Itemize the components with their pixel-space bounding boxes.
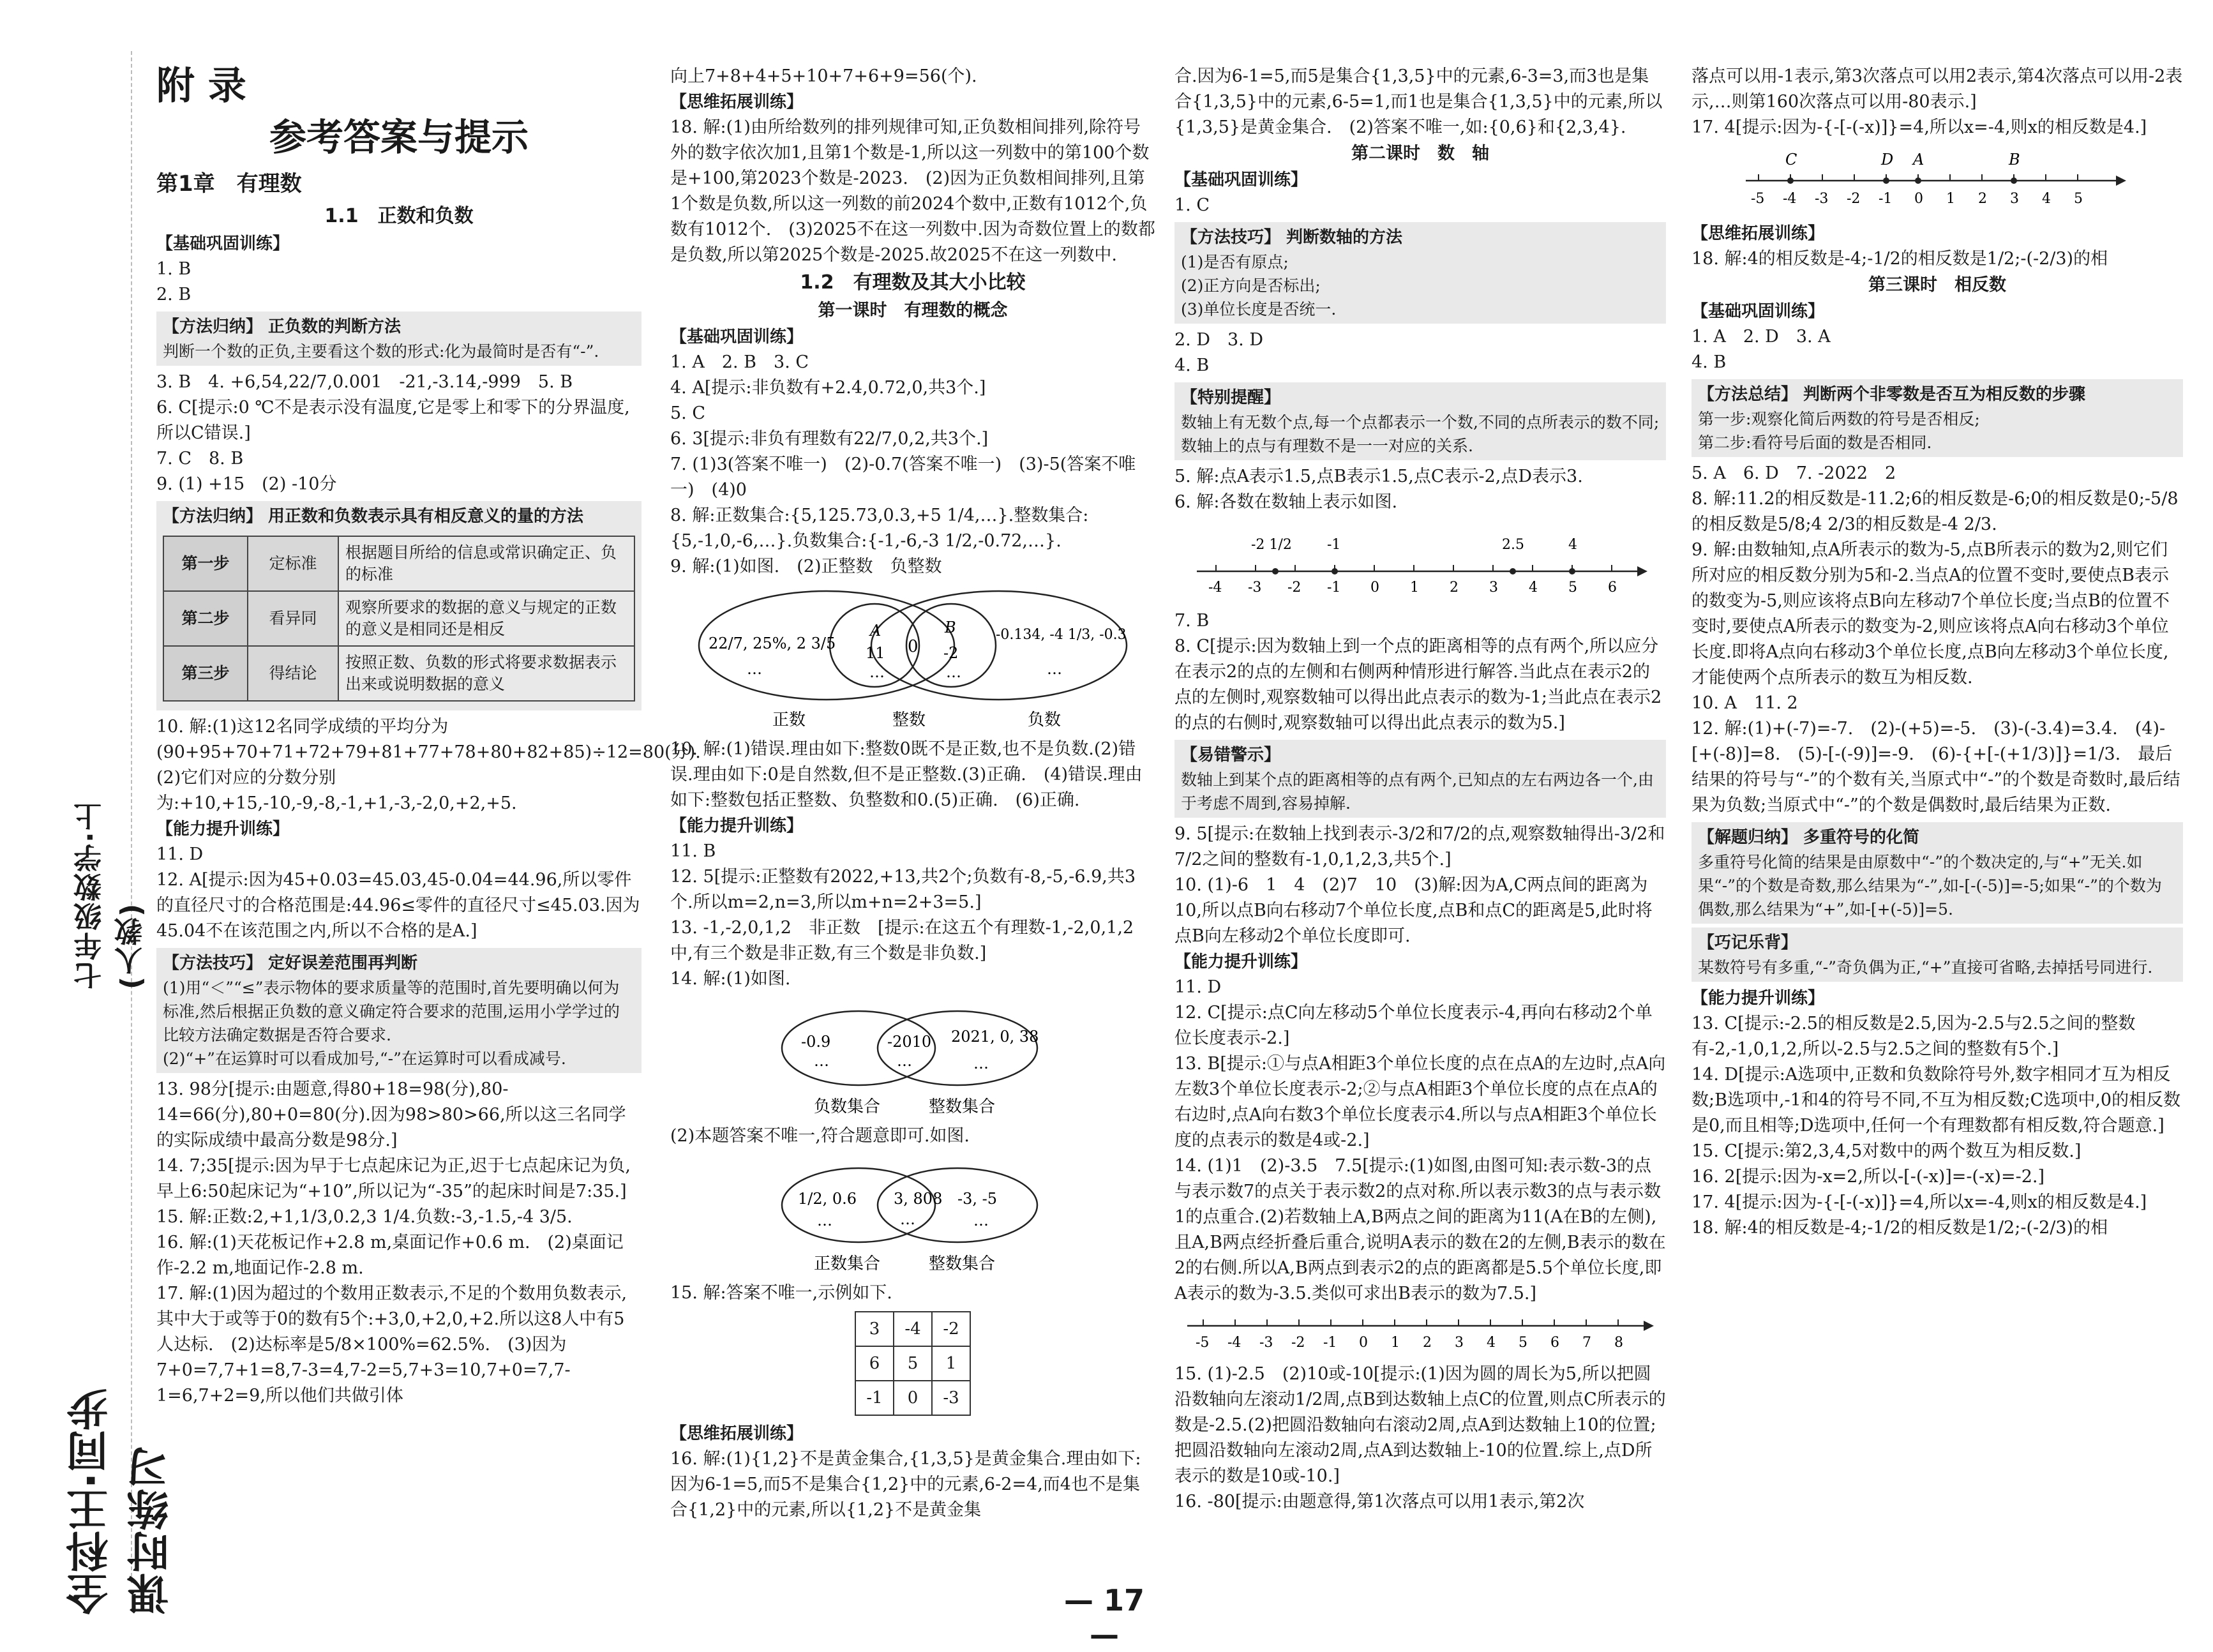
answer-line: 9. 5[提示:在数轴上找到表示-3/2和7/2的点,观察数轴得出-3/2和7/2之间的整数有-1,0,1,2,3,共5个.]	[1174, 824, 1665, 869]
answer-line: 8. 解:正数集合:{5,125.73,0.3,+5 1/4,…}.整数集合:{5,-1,0,-6,…}.负数集合:{-1,-6,-3 1/2,-0.72,…}.	[670, 506, 1089, 551]
magic-square	[855, 1311, 971, 1416]
tick-label: 5	[1519, 1335, 1527, 1351]
answer-line: 18. 解:4的相反数是-4;-1/2的相反数是1/2;-(-2/3)的相	[1692, 249, 2108, 269]
spine-title: 七年级数学·上(人教)	[74, 801, 147, 989]
tip-box-text: (1)是否有原点;	[1181, 253, 1289, 271]
answer-line: 7. B	[1174, 611, 1210, 631]
step-key: 看异同	[248, 591, 338, 646]
answer-line: 6. 解:各数在数轴上表示如图.	[1174, 492, 1398, 512]
tick-label: 0	[1370, 580, 1379, 596]
training-heading: 【思维拓展训练】	[1692, 224, 1825, 243]
step-cell: 第一步	[163, 536, 248, 591]
answer-line: 4. A[提示:非负数有+2.4,0.72,0,共3个.]	[670, 378, 986, 398]
tip-box-text: (3)单位长度是否统一.	[1181, 300, 1337, 319]
tick-label: -1	[1323, 1335, 1337, 1351]
table-cell: 0	[894, 1381, 932, 1415]
answer-line: 12. 解:(1)+(-7)=-7. (2)-(+5)=-5. (3)-(-3.4)=3.4. (4)-[+(-8)]=8. (5)-[-(-9)]=-9. (6)-{+[-(+1/3)]}=1/3. 最后结果的符号与“-”的个数有关,当原式中“-”的个数是奇数时,最后结果为负数;当原式中“-”的个数是偶数时,最后结果为正数.	[1692, 719, 2180, 815]
point-label: -1	[1327, 537, 1341, 553]
tick-label: -4	[1208, 580, 1222, 596]
tip-box-text: 第二步:看符号后面的数是否相同.	[1698, 433, 1932, 452]
venn-left-values: -0.9	[801, 1033, 831, 1051]
table-row	[855, 1346, 970, 1381]
answer-line: 4. B	[1174, 356, 1210, 375]
tick-label: 6	[1608, 580, 1617, 596]
answer-line: 9. (1) +15 (2) -10分	[156, 474, 337, 494]
tick-label: 5	[2074, 191, 2083, 207]
tick-label: 1	[1946, 191, 1955, 207]
table-cell: -1	[855, 1381, 894, 1415]
tick-label: -4	[1227, 1335, 1242, 1351]
venn-right-values: -0.134, -4 1/3, -0.3	[996, 627, 1127, 643]
answer-line: 10. (1)-6 1 4 (2)7 10 (3)解:因为A,C两点间的距离为10,所以点B向右移动7个单位长度,点B和点C的距离是5,此时将点B向左移动2个单位长度即可.	[1174, 875, 1653, 946]
venn-left-values: 1/2, 0.6	[798, 1190, 857, 1208]
tick-label: -4	[1783, 191, 1797, 207]
section-title: 1.1 正数和负数	[324, 205, 474, 227]
answer-line: 15. C[提示:第2,3,4,5对数中的两个数互为相反数.]	[1692, 1141, 2082, 1161]
tick-label: -5	[1196, 1335, 1210, 1351]
table-row	[163, 646, 634, 701]
point-mark	[1569, 568, 1575, 574]
tip-box-text: (2)正方向是否标出;	[1181, 276, 1321, 295]
tip-box-text: (1)用“＜”“≤”表示物体的要求质量等的范围时,首先要明确以何为标准,然后根据正负数的意义确定符合要求的范围,运用小学学过的比较方法确定数据是否符合要求.	[163, 979, 620, 1044]
venn-diagram-3	[766, 1154, 1060, 1275]
venn-a-value: 11	[866, 644, 885, 662]
answer-line: 1. A 2. B 3. C	[670, 352, 809, 372]
table-cell: 3	[855, 1312, 894, 1346]
training-heading: 【基础巩固训练】	[1692, 302, 1825, 321]
answer-line: 16. 解:(1)天花板记作+2.8 m,桌面记作+0.6 m. (2)桌面记作-2.2 m,地面记作-2.8 m.	[156, 1233, 624, 1278]
answer-line: 5. 解:点A表示1.5,点B表示1.5,点C表示-2,点D表示3.	[1174, 467, 1583, 486]
venn-dots: …	[869, 663, 885, 681]
step-key: 得结论	[248, 646, 338, 701]
answer-line: 16. -80[提示:由题意得,第1次落点可以用1表示,第2次	[1174, 1492, 1585, 1512]
point-label: C	[1785, 151, 1797, 169]
tick-label: -5	[1751, 191, 1765, 207]
tick-label: 3	[1489, 580, 1498, 596]
training-heading: 【能力提升训练】	[156, 820, 290, 839]
venn-diagram-2	[766, 997, 1060, 1118]
tick-label: 8	[1614, 1335, 1623, 1351]
answer-line: 16. 2[提示:因为-x=2,所以-[-(-x)]=-(-x)=-2.]	[1692, 1167, 2044, 1187]
answer-line: 5. A 6. D 7. -2022 2	[1692, 463, 1896, 483]
answer-line: 15. (1)-2.5 (2)10或-10[提示:(1)因为圆的周长为5,所以把圆沿数轴向左滚动1/2周,点B到达数轴上点C的位置,则点C所表示的数是-2.5.(2)把圆沿数轴向右滚动2周,点A到达数轴上10的位置;把圆沿数轴向左滚动2周,点A到达数轴上-10的位置.综上,点D所表示的数是10或-10.]	[1174, 1364, 1666, 1486]
point-mark	[2011, 177, 2017, 184]
venn-dots: …	[900, 1210, 915, 1228]
answer-line: 17. 4[提示:因为-{-[-(-x)]}=4,所以x=-4,则x的相反数是4.]	[1692, 117, 2147, 137]
column-3	[1174, 64, 1666, 1515]
lesson-title: 第三课时 相反数	[1868, 275, 2006, 295]
training-heading: 【思维拓展训练】	[670, 1424, 804, 1443]
table-cell: 1	[932, 1346, 970, 1381]
step-key: 定标准	[248, 536, 338, 591]
brand-logo: 全科王·同步课时练习	[66, 1388, 176, 1615]
tick-label: 5	[1568, 580, 1577, 596]
tick-label: -1	[1879, 191, 1893, 207]
column-2	[670, 64, 1155, 1523]
column-4	[1692, 64, 2183, 1241]
training-heading: 【能力提升训练】	[1174, 952, 1308, 972]
steps-table	[163, 536, 635, 702]
tip-box-text: 某数符号有多重,“-”奇负偶为正,“+”直接可省略,去掉括号同进行.	[1698, 958, 2153, 977]
tick-label: 0	[1914, 191, 1923, 207]
tip-box-text: (2)“+”在运算时可以看成加号,“-”在运算时可以看成减号.	[163, 1049, 566, 1068]
table-cell: -2	[932, 1312, 970, 1346]
answer-line: 11. B	[670, 841, 716, 861]
answer-line: 9. 解:(1)如图. (2)正整数 负整数	[670, 557, 942, 576]
table-cell: -4	[894, 1312, 932, 1346]
tick-label: -2	[1287, 580, 1302, 596]
answer-line: 2. D 3. D	[1174, 330, 1263, 350]
answer-line: 17. 4[提示:因为-{-[-(-x)]}=4,所以x=-4,则x的相反数是4.]	[1692, 1192, 2147, 1212]
tick-label: -2	[1847, 191, 1861, 207]
page-title: 参考答案与提示	[269, 116, 529, 159]
point-mark	[1915, 177, 1921, 184]
venn-label-b: B	[945, 619, 956, 636]
tick-label: 2	[1978, 191, 1987, 207]
point-label: D	[1881, 151, 1894, 169]
answer-line: 4. B	[1692, 352, 1727, 372]
tip-box-title: 【易错警示】	[1181, 746, 1281, 765]
answer-line: 14. 7;35[提示:因为早于七点起床记为正,迟于七点起床记为负,早上6:50起床记为“+10”,所以记为“-35”的起床时间是7:35.]	[156, 1156, 631, 1201]
number-line-6	[1190, 520, 1650, 603]
venn-right-values: -3, -5	[957, 1190, 998, 1208]
table-cell: 6	[855, 1346, 894, 1381]
venn-left-values: 22/7, 25%, 2 3/5	[709, 635, 836, 652]
step-desc: 观察所要求的数据的意义与规定的正数的意义是相同还是相反	[338, 591, 634, 646]
tick-label: 1	[1410, 580, 1419, 596]
tick-label: 7	[1582, 1335, 1591, 1351]
tick-label: 4	[2042, 191, 2051, 207]
tick-label: 2	[1450, 580, 1459, 596]
answer-line: 3. B 4. +6,54,22/7,0.001 -21,-3.14,-999 5. B	[156, 372, 573, 392]
venn-caption: 整数集合	[929, 1254, 996, 1273]
point-mark	[1787, 177, 1794, 184]
tick-label: 0	[1359, 1335, 1368, 1351]
venn-label-a: A	[870, 622, 881, 640]
tip-box-title: 【方法技巧】 判断数轴的方法	[1181, 228, 1403, 247]
venn-dots: …	[973, 1055, 989, 1072]
point-mark	[1332, 568, 1338, 574]
answer-line: 13. C[提示:-2.5的相反数是2.5,因为-2.5与2.5之间的整数有-2,-1,0,1,2,所以-2.5与2.5之间的整数有5个.]	[1692, 1014, 2136, 1059]
table-cell: -3	[932, 1381, 970, 1415]
tick-label: 4	[1529, 580, 1538, 596]
tip-box-title: 【方法归纳】 用正数和负数表示具有相反意义的量的方法	[163, 507, 584, 526]
training-heading: 【思维拓展训练】	[670, 93, 804, 112]
tip-box	[1692, 927, 2183, 982]
section-title: 1.2 有理数及其大小比较	[800, 271, 1026, 294]
venn-caption: 整数集合	[929, 1097, 996, 1116]
answer-line: 18. 解:(1)由所给数列的排列规律可知,正负数相间排列,除符号外的数字依次加1,且第1个数是-1,所以这一列数中的第100个数是+100,第2023个数是-2023. (2)因为正负数相间排列,且第1个数是负数,所以这一列数的前2024个数中,正数有1012个,负数有1012个. (3)2025不在这一列数中.因为奇数位置上的数都是负数,所以第2025个数是-2025.故2025不在这一列数中.	[670, 117, 1155, 265]
point-label: 4	[1568, 537, 1577, 553]
tip-box	[1174, 222, 1666, 324]
answer-line: 14. D[提示:A选项中,正数和负数除符号外,数字相同才互为相反数;B选项中,-1和4的符号不同,不互为相反数;C选项中,0的相反数是0,而且相等;D选项中,任何一个有理数都有相反数,符合题意.]	[1692, 1065, 2181, 1136]
venn-dots: …	[897, 1052, 912, 1070]
tick-label: 6	[1550, 1335, 1559, 1351]
venn-dots: …	[817, 1212, 832, 1229]
tick-label: 3	[1455, 1335, 1464, 1351]
tip-box-text: 数轴上有无数个点,每一个点都表示一个数,不同的点所表示的数不同;数轴上的点与有理数不是一一对应的关系.	[1181, 413, 1660, 455]
training-heading: 【基础巩固训练】	[670, 327, 804, 347]
step-cell: 第二步	[163, 591, 248, 646]
tick-label: -1	[1327, 580, 1341, 596]
number-line-17	[1739, 146, 2135, 216]
answer-line: 6. C[提示:0 ℃不是表示没有温度,它是零上和零下的分界温度,所以C错误.]	[156, 398, 630, 443]
venn-caption: 负数	[1028, 710, 1061, 730]
answer-line: 12. A[提示:因为45+0.03=45.03,45-0.04=44.96,所以零件的直径尺寸的合格范围是:44.96≤零件的直径尺寸≤45.03.因为45.04不在该范围之内,所以不合格的是A.]	[156, 870, 640, 941]
point-label: A	[1913, 151, 1924, 169]
tip-box-text: 第一步:观察化简后两数的符号是否相反;	[1698, 410, 1980, 428]
axis-ticks	[1203, 1319, 1618, 1326]
answer-line: 16. 解:(1){1,2}不是黄金集合,{1,3,5}是黄金集合.理由如下:因为6-1=5,而5不是集合{1,2}中的元素,6-2=4,而4也不是集合{1,2}中的元素,所以{1,2}不是黄金集	[670, 1449, 1141, 1520]
tick-label: 2	[1423, 1335, 1432, 1351]
table-cell: 5	[894, 1346, 932, 1381]
tip-box-title: 【特别提醒】	[1181, 388, 1281, 407]
venn-b-value: -2	[943, 644, 959, 662]
answer-line: 6. 3[提示:非负有理数有22/7,0,2,共3个.]	[670, 429, 989, 449]
tick-label: -3	[1259, 1335, 1273, 1351]
venn-diagram-1	[689, 585, 1136, 732]
tip-box-text: 判断一个数的正负,主要看这个数的形式:化为最简时是否有“-”.	[163, 342, 599, 361]
tip-box	[1174, 382, 1666, 460]
answer-line: 13. 98分[提示:由题意,得80+18=98(分),80-14=66(分),80+0=80(分).因为98>80>66,所以这三名同学的实际成绩中最高分数是98分.]	[156, 1079, 626, 1150]
tip-box-title: 【方法归纳】 正负数的判断方法	[163, 317, 401, 336]
venn-caption: 整数	[892, 710, 926, 730]
answer-line: 12. 5[提示:正整数有2022,+13,共2个;负数有-8,-5,-6.9,共3个.所以m=2,n=3,所以m+n=2+3=5.]	[670, 867, 1136, 912]
answer-line: 15. 解:答案不唯一,示例如下.	[670, 1283, 892, 1303]
chapter-title: 第1章 有理数	[156, 171, 302, 197]
venn-dots: …	[946, 663, 961, 681]
venn-mid-value: 3, 808	[894, 1190, 943, 1208]
answer-line: 14. (1)1 (2)-3.5 7.5[提示:(1)如图,由图可知:表示数-3的点与表示数7的点关于表示数2的点对称.所以表示数3的点与表示数1的点重合.(2)若数轴上A,B两点之间的距离为11(A在B的左侧),且A,B两点经折叠后重合,说明A表示的数在2的左侧,B表示的数在2的右侧.所以A,B两点到表示2的点的距离都是5.5个单位长度,即A表示的数为-3.5.类似可求出B表示的数为7.5.]	[1174, 1156, 1666, 1303]
appendix-heading: 附 录	[156, 64, 246, 109]
answer-line: 13. B[提示:①与点A相距3个单位长度的点在点A的左边时,点A向左数3个单位长度表示-2;②与点A相距3个单位长度的点在点A的右边时,点A向右数3个单位长度表示4.所以与点A相距3个单位长度的点表示的数是4或-2.]	[1174, 1054, 1666, 1150]
tip-box	[156, 312, 641, 366]
number-line-14	[1184, 1312, 1656, 1356]
answer-line: 10. 解:(1)这12名同学成绩的平均分为(90+95+70+71+72+79+81+77+78+80+82+85)÷12=80(分).(2)它们对应的分数分别为:+10,+15,-10,-9,-8,-1,+1,-3,-2,0,+2,+5.	[156, 717, 701, 813]
cut-line	[131, 51, 132, 1583]
tip-box-title: 【巧记乐背】	[1698, 933, 1798, 952]
tip-box-text: 多重符号化简的结果是由原数中“-”的个数决定的,与“+”无关.如果“-”的个数是奇数,那么结果为“-”,如-[-(-5)]=-5;如果“-”的个数为偶数,那么结果为“+”,如-[+(-5)]=5.	[1698, 853, 2162, 919]
answer-line: 1. B	[156, 259, 191, 279]
tick-label: 4	[1487, 1335, 1496, 1351]
point-mark	[1272, 568, 1279, 574]
step-cell: 第三步	[163, 646, 248, 701]
answer-line: 17. 解:(1)因为超过的个数用正数表示,不足的个数用负数表示,其中大于或等于0的数有5个:+3,0,+2,0,+2.所以这8人中有5人达标. (2)达标率是5/8×100%=62.5%. (3)因为7+0=7,7+1=8,7-3=4,7-2=5,7+3=10,7+0=7,7-1=6,7+2=9,所以他们共做引体	[156, 1284, 627, 1406]
answer-line: 7. (1)3(答案不唯一) (2)-0.7(答案不唯一) (3)-5(答案不唯一) (4)0	[670, 454, 1136, 500]
tip-box	[1692, 822, 2183, 924]
venn-caption: 正数集合	[814, 1254, 881, 1273]
tick-label: 3	[2010, 191, 2019, 207]
training-heading: 【能力提升训练】	[1692, 989, 1825, 1008]
answer-line: 向上7+8+4+5+10+7+6+9=56(个).	[670, 66, 977, 86]
point-label: 2.5	[1502, 537, 1524, 553]
tip-box-title: 【方法技巧】 定好误差范围再判断	[163, 954, 418, 973]
answer-line: 8. C[提示:因为数轴上到一个点的距离相等的点有两个,所以应分在表示2的点的左侧和右侧两种情形进行解答.当此点在表示2的点的左侧时,观察数轴可以得出此点表示的数为-1;当此点在表示2的点的右侧时,观察数轴可以得出此点表示的数为5.]	[1174, 636, 1662, 733]
page-number: — 17 —	[1063, 1583, 1145, 1652]
answer-line: 7. C 8. B	[156, 449, 244, 469]
tip-box-title: 【方法总结】 判断两个非零数是否互为相反数的步骤	[1698, 385, 2086, 404]
tip-box	[156, 501, 641, 710]
answer-line: 12. C[提示:点C向左移动5个单位长度表示-4,再向右移动2个单位长度表示-2.]	[1174, 1003, 1653, 1048]
step-desc: 按照正数、负数的形式将要求数据表示出来或说明数据的意义	[338, 646, 634, 701]
answer-line: 18. 解:4的相反数是-4;-1/2的相反数是1/2;-(-2/3)的相	[1692, 1218, 2108, 1238]
table-row	[163, 536, 634, 591]
point-mark	[1883, 177, 1889, 184]
answer-line: 8. 解:11.2的相反数是-11.2;6的相反数是-6;0的相反数是0;-5/8的相反数是5/8;4 2/3的相反数是-4 2/3.	[1692, 489, 2179, 534]
tip-box-text: 数轴上到某个点的距离相等的点有两个,已知点的左右两边各一个,由于考虑不周到,容易掉解.	[1181, 770, 1654, 813]
answer-line: (2)本题答案不唯一,符合题意即可.如图.	[670, 1126, 970, 1146]
answer-line: 落点可以用-1表示,第3次落点可以用2表示,第4次落点可以用-2表示,…则第160次落点可以用-80表示.]	[1692, 66, 2183, 112]
answer-line: 9. 解:由数轴知,点A所表示的数为-5,点B所表示的数为2,则它们所对应的相反数分别为5和-2.当点A的位置不变时,要使点B表示的数变为-5,则应该将点B向左移动7个单位长度;当点B的位置不变时,要使点A所表示的数变为-2,则应该将点A向右移动3个单位长度.即将A点向右移动3个单位长度,点B向左移动3个单位长度,才能使两个点所表示的数互为相反数.	[1692, 540, 2170, 687]
answer-line: 合.因为6-1=5,而5是集合{1,3,5}中的元素,6-3=3,而3也是集合{1,3,5}中的元素,6-5=1,而1也是集合{1,3,5}中的元素,所以{1,3,5}是黄金集合. (2)答案不唯一,如:{0,6}和{2,3,4}.	[1174, 66, 1663, 137]
answer-line: 1. A 2. D 3. A	[1692, 327, 1831, 347]
venn-dots: …	[973, 1212, 989, 1229]
lesson-title: 第一课时 有理数的概念	[818, 301, 1008, 320]
tip-box	[1174, 740, 1666, 818]
tip-box-title: 【解题归纳】 多重符号的化简	[1698, 828, 1920, 847]
answer-line: 15. 解:正数:2,+1,1/3,0.2,3 1/4.负数:-3,-1.5,-4 3/5.	[156, 1207, 573, 1227]
venn-mid-value: -2010	[887, 1033, 932, 1051]
venn-right-values: 2021, 0, 38	[951, 1028, 1039, 1046]
answer-line: 11. D	[1174, 977, 1222, 997]
table-row	[855, 1312, 970, 1346]
point-label: -2 1/2	[1251, 537, 1292, 553]
training-heading: 【基础巩固训练】	[156, 234, 290, 253]
lesson-title: 第二课时 数 轴	[1351, 144, 1489, 163]
venn-mid-value: 0	[908, 637, 919, 656]
answer-line: 11. D	[156, 845, 204, 864]
answer-line: 5. C	[670, 403, 706, 423]
answer-line: 13. -1,-2,0,1,2 非正数 [提示:在这五个有理数-1,-2,0,1,2中,有三个数是非正数,有三个数是非负数.]	[670, 918, 1134, 963]
venn-caption: 负数集合	[814, 1097, 881, 1116]
tip-box	[1692, 379, 2183, 457]
tick-label: -3	[1248, 580, 1262, 596]
answer-line: 14. 解:(1)如图.	[670, 969, 791, 989]
tick-label: -2	[1291, 1335, 1305, 1351]
point-mark	[1510, 568, 1516, 574]
table-row	[855, 1381, 970, 1415]
tip-box	[156, 948, 641, 1073]
answer-line: 10. 解:(1)错误.理由如下:整数0既不是正数,也不是负数.(2)错误.理由如下:0是自然数,但不是正整数.(3)正确. (4)错误.理由如下:整数包括正整数、负整数和0.(5)正确. (6)正确.	[670, 739, 1143, 810]
step-desc: 根据题目所给的信息或常识确定正、负的标准	[338, 536, 634, 591]
venn-dots: …	[1047, 660, 1062, 678]
point-label: B	[2009, 151, 2020, 169]
training-heading: 【基础巩固训练】	[1174, 170, 1308, 190]
tick-label: 1	[1391, 1335, 1400, 1351]
venn-caption: 正数	[772, 710, 806, 730]
answer-line: 2. B	[156, 285, 191, 304]
venn-dots: …	[747, 660, 762, 678]
tick-label: -3	[1815, 191, 1829, 207]
answer-line: 10. A 11. 2	[1692, 693, 1798, 713]
venn-dots: …	[814, 1052, 829, 1070]
training-heading: 【能力提升训练】	[670, 816, 804, 836]
answer-line: 1. C	[1174, 195, 1210, 215]
table-row	[163, 591, 634, 646]
